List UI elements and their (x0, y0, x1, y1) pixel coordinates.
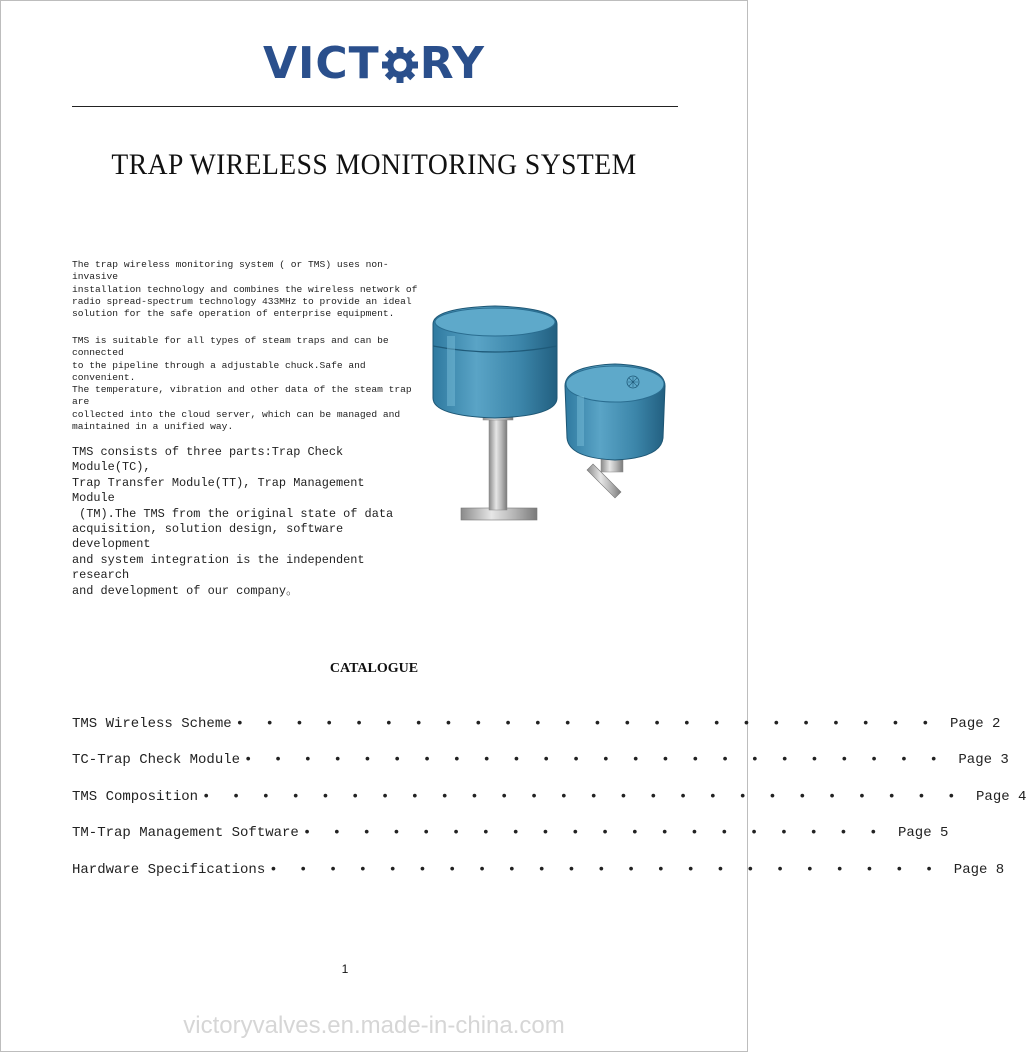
composition-paragraph: TMS consists of three parts:Trap Check Module(TC), Trap Transfer Module(TT), Trap Management Module (TM).The TMS from the original state of data acquisition, solution design, software development and system integration is the independent research and development of our company。 (72, 445, 394, 598)
toc-entry-title: TM-Trap Management Software (72, 825, 299, 841)
watermark: victoryvalves.en.made-in-china.com (183, 1012, 565, 1039)
suitability-paragraph: TMS is suitable for all types of steam traps and can be connected to the pipeline through a adjustable chuck.Safe and convenient. (72, 335, 389, 383)
gear-icon (381, 46, 419, 84)
toc-entry[interactable] (72, 825, 949, 845)
toc-leader-dots: • • • • • • • • • • • • • • • • • • • • • • • • (244, 752, 945, 768)
toc-entry-title: TC-Trap Check Module (72, 752, 241, 768)
toc-entry[interactable] (72, 862, 1005, 882)
toc-entry-page: Page 3 (958, 752, 1009, 768)
toc-entry[interactable] (72, 752, 1009, 772)
cloud-paragraph: The temperature, vibration and other data of the steam trap are collected into the cloud server, which can be managed and maintained in a unified way. (72, 384, 412, 432)
toc-entry-page: Page 4 (976, 789, 1026, 805)
toc-leader-dots: • • • • • • • • • • • • • • • • • • • • (302, 825, 884, 841)
toc-leader-dots: • • • • • • • • • • • • • • • • • • • • • • • • (235, 716, 937, 732)
victory-logo (0, 38, 748, 90)
toc-entry-title: TMS Wireless Scheme (72, 716, 232, 732)
toc-entry-page: Page 8 (953, 862, 1005, 878)
logo-text-left: VICT (262, 38, 380, 89)
toc-entry-page: Page 2 (950, 716, 1001, 732)
catalogue-heading: CATALOGUE (329, 661, 419, 676)
page-number: 1 (341, 962, 349, 976)
intro-paragraph: The trap wireless monitoring system ( or TMS) uses non-invasive installation technology and combines the wireless network of radio spread-spectrum technology 433MHz to provide an ideal solution for the safe operation of enterprise equipment. (72, 259, 418, 320)
logo-text-right: RY (419, 38, 486, 89)
toc-entry[interactable] (72, 789, 1026, 809)
toc-entry-page: Page 5 (898, 825, 949, 841)
toc-leader-dots: • • • • • • • • • • • • • • • • • • • • • • • (269, 862, 940, 878)
product-image (425, 296, 695, 528)
toc-entry-title: TMS Composition (72, 789, 199, 805)
trap-transfer-module-device (565, 364, 665, 498)
document-title: TRAP WIRELESS MONITORING SYSTEM (111, 148, 637, 181)
toc-entry[interactable] (72, 716, 1001, 736)
header-divider (72, 106, 678, 107)
toc-leader-dots: • • • • • • • • • • • • • • • • • • • • • • • • • • (202, 789, 963, 805)
trap-check-module-device (433, 306, 557, 520)
toc-entry-title: Hardware Specifications (72, 862, 266, 878)
